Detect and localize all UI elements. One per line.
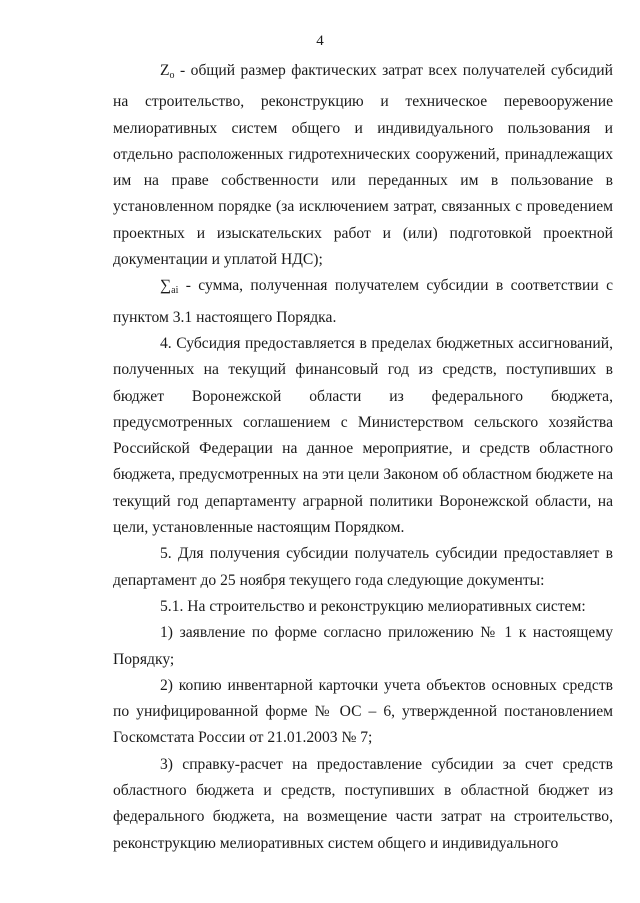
zo-subscript: о <box>169 70 175 81</box>
page-number: 4 <box>316 33 324 49</box>
zo-symbol: Z <box>160 62 170 79</box>
paragraph-sum-definition <box>113 273 613 331</box>
sum-symbol: ∑ <box>160 277 172 295</box>
paragraph-item-5-1: 5.1. На строительство и реконструкцию мелиоративных систем: <box>160 597 586 615</box>
sum-subscript: ai <box>171 285 179 297</box>
paragraph-subitem-1: 1) заявление по форме согласно приложению № 1 к настоящему Порядку; <box>113 624 613 668</box>
paragraph-zo-definition <box>113 58 613 273</box>
document-body <box>113 58 613 857</box>
paragraph-item-4: 4. Субсидия предоставляется в пределах бюджетных ассигнований, полученных на текущий финансовый год из средств, поступивших в бюджет Воронежской области из федерального бюджета, предусмотренных соглашением с Министерством сельского хозяйства Российской Федерации на данное мероприятие, и средств областного бюджета, предусмотренных на эти цели Законом об областном бюджете на текущий год департаменту аграрной политики Воронежской области, на цели, установленные настоящим Порядком. <box>113 334 613 537</box>
paragraph-subitem-2: 2) копию инвентарной карточки учета объектов основных средств по унифицированной форме № ОС – 6, утвержденной постановлением Госкомстата России от 21.01.2003 № 7; <box>113 676 613 747</box>
sum-definition-text: - сумма, полученная получателем субсидии в соответствии с пунктом 3.1 настоящего Порядка. <box>113 277 613 326</box>
paragraph-item-5: 5. Для получения субсидии получатель субсидии предоставляет в департамент до 25 ноября текущего года следующие документы: <box>113 545 613 589</box>
zo-definition-text: - общий размер фактических затрат всех получателей субсидий на строительство, реконструкцию и техническое перевооружение мелиоративных систем общего и индивидуального пользования и отдельно расположенных гидротехнических сооружений, принадлежащих им на праве собственности или переданных им в пользование в установленном порядке (за исключением затрат, связанных с проведением проектных и изыскательских работ и (или) подготовкой проектной документации и уплатой НДС); <box>113 62 613 269</box>
paragraph-subitem-3: 3) справку-расчет на предоставление субсидии за счет средств областного бюджета и средств, поступивших в областной бюджет из федерального бюджета, на возмещение части затрат на строительство, реконструкцию мелиоративных систем общего и индивидуального <box>113 755 613 852</box>
